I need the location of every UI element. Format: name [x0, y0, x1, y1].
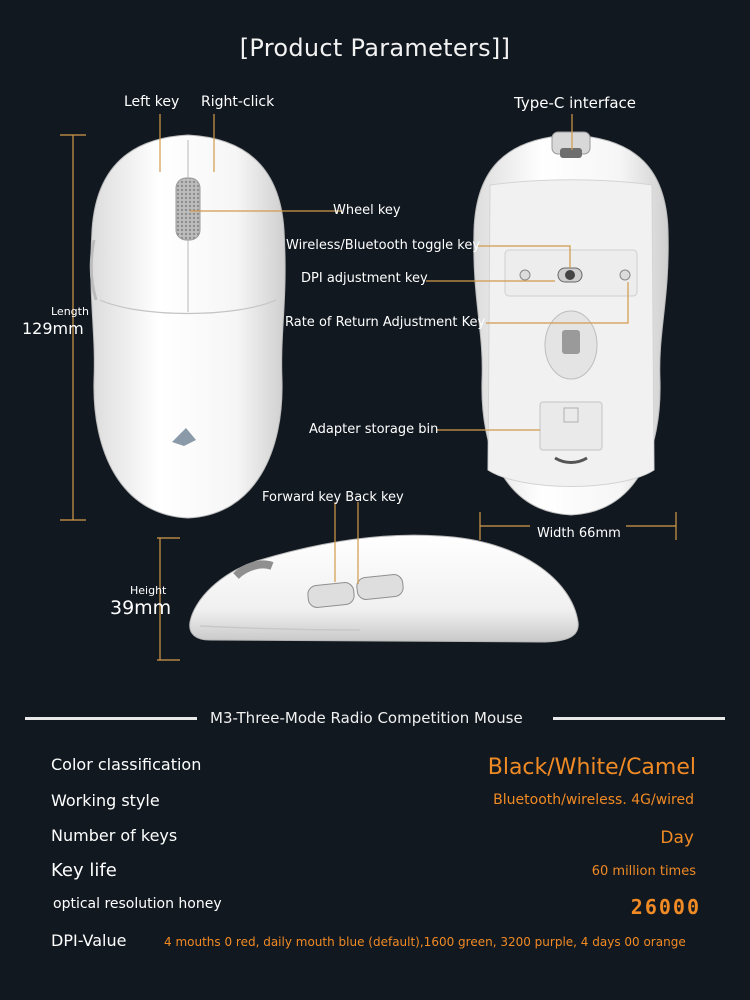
height-label: Height — [130, 584, 167, 597]
length-label: Length — [51, 305, 89, 318]
type-c-label: Type-C interface — [514, 94, 637, 112]
left-key-label: Left key — [124, 94, 180, 110]
spec-label: Number of keys — [51, 826, 178, 845]
adapter-bin-label: Adapter storage bin — [309, 422, 439, 437]
forward-back-label: Forward key Back key — [262, 490, 404, 505]
divider-right — [553, 717, 725, 720]
spec-label: Key life — [51, 860, 117, 881]
spec-label: DPI-Value — [51, 931, 127, 950]
wireless-toggle-label: Wireless/Bluetooth toggle key — [286, 238, 481, 253]
dpi-adjust-label: DPI adjustment key — [301, 271, 428, 286]
right-click-label: Right-click — [201, 94, 275, 110]
page-title: [Product Parameters]] — [239, 34, 511, 62]
product-model-title: M3-Three-Mode Radio Competition Mouse — [210, 709, 523, 727]
spec-value: Day — [660, 828, 694, 848]
spec-label: Color classification — [51, 755, 202, 774]
spec-label: optical resolution honey — [53, 896, 222, 912]
divider-left — [25, 717, 197, 720]
height-value: 39mm — [110, 597, 172, 619]
mouse-top-view — [91, 135, 285, 518]
spec-value: 4 mouths 0 red, daily mouth blue (default),1600 green, 3200 purple, 4 days 00 orange — [164, 935, 686, 949]
mouse-side-view — [190, 535, 579, 642]
wheel-key-label: Wheel key — [333, 203, 401, 218]
spec-label: Working style — [51, 791, 160, 810]
return-rate-label: Rate of Return Adjustment Key — [285, 315, 486, 330]
width-label: Width 66mm — [537, 526, 621, 541]
spec-value: 60 million times — [591, 864, 696, 879]
spec-value: Black/White/Camel — [487, 755, 696, 780]
spec-value: 26000 — [630, 895, 701, 919]
length-value: 129mm — [22, 319, 84, 338]
spec-value: Bluetooth/wireless. 4G/wired — [493, 792, 694, 808]
